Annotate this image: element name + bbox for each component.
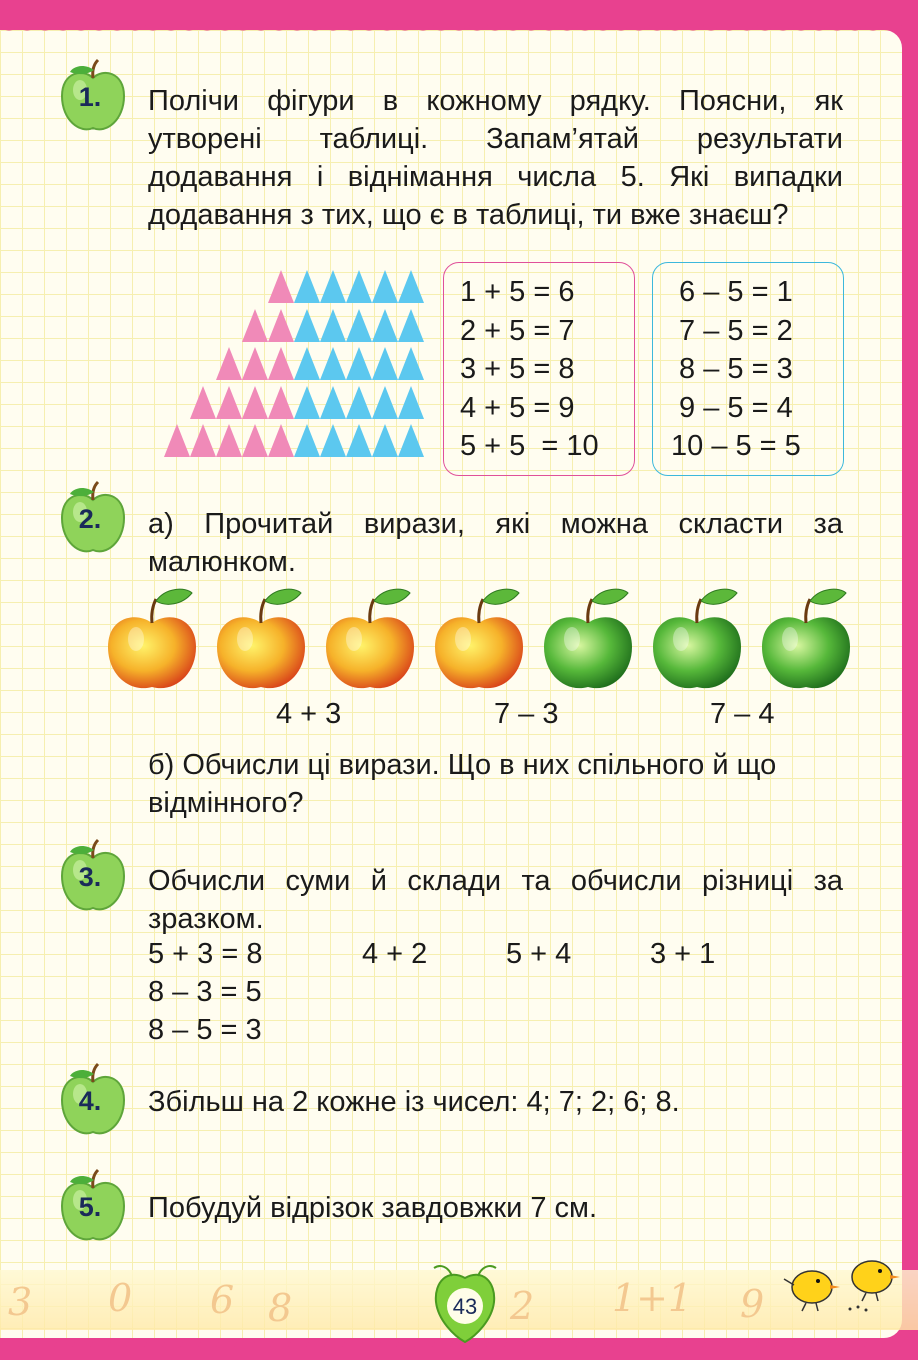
green-apple [651,585,743,695]
task-badge-1 [58,56,128,136]
example-line: 8 – 5 = 3 [148,1014,262,1046]
blue-triangle [320,386,346,419]
blue-triangle [346,309,372,342]
pink-triangle [268,424,294,457]
task-badge-5 [58,1166,128,1246]
pink-triangle [242,424,268,457]
exercise: 4 + 2 [362,938,428,970]
example-line: 8 – 3 = 5 [148,976,262,1008]
task-number: 1. [78,82,102,112]
scalloped-border-right [900,30,918,1338]
task-2b-text: б) Обчисли ці вирази. Що в них спільного й що відмінного? [148,749,777,819]
subtraction-row: 10 – 5 = 5 [671,430,801,462]
blue-triangle [346,386,372,419]
exercise: 3 + 1 [650,938,716,970]
pink-triangle [242,309,268,342]
decorative-digit: 8 [268,1286,293,1330]
pink-triangle [190,386,216,419]
task-number: 2. [78,504,102,534]
task-1-text: Полічи фігури в кожному рядку. Поясни, як утворені таблиці. Запам’ятай результати додавання і віднімання числа 5. Які випадки додавання з тих, що є в таблиці, ти вже знаєш? [148,85,843,231]
blue-triangle [398,424,424,457]
pink-triangle [268,270,294,303]
task-3-text: Обчисли суми й склади та обчисли різниці за зразком. [148,865,843,935]
yellow-apple [324,585,416,695]
green-apple [542,585,634,695]
pink-triangle [268,347,294,380]
subtraction-row: 9 – 5 = 4 [671,391,793,424]
scalloped-border-top [0,22,918,40]
addition-row: 3 + 5 = 8 [460,353,575,385]
decorative-digit: 1+1 [612,1276,693,1320]
blue-triangle [346,424,372,457]
blue-triangle [398,386,424,419]
blue-triangle [346,347,372,380]
blue-triangle [398,347,424,380]
pink-triangle [164,424,190,457]
decorative-digit: 3 [8,1280,33,1324]
page-number-badge [430,1258,500,1343]
blue-triangle [320,424,346,457]
blue-triangle [372,309,398,342]
blue-triangle [372,424,398,457]
blue-triangle [372,347,398,380]
task-number: 3. [78,862,102,892]
pink-triangle [268,309,294,342]
pink-triangle [268,386,294,419]
expression: 7 – 4 [710,698,775,730]
decorative-digit: 9 [740,1282,765,1326]
triangle-row [216,347,424,381]
subtraction-row: 6 – 5 = 1 [671,276,793,308]
pink-triangle [190,424,216,457]
blue-triangle [398,309,424,342]
expression: 4 + 3 [276,698,342,730]
triangle-row [190,386,424,420]
blue-triangle [294,270,320,303]
green-apple [760,585,852,695]
subtraction-row: 8 – 5 = 3 [671,353,793,385]
addition-row: 4 + 5 = 9 [460,391,575,424]
blue-triangle [320,347,346,380]
decorative-digit: 6 [210,1278,235,1322]
addition-row: 5 + 5 = 10 [460,430,599,462]
blue-triangle [372,270,398,303]
blue-triangle [372,386,398,419]
pink-triangle [216,347,242,380]
task-number: 5. [78,1192,102,1222]
task-badge-3 [58,836,128,916]
blue-triangle [294,424,320,457]
subtraction-row: 7 – 5 = 2 [671,314,793,347]
triangle-row [242,309,424,343]
triangle-row [268,270,424,304]
addition-row: 1 + 5 = 6 [460,276,575,308]
decorative-digit: 2 [510,1284,535,1328]
pink-triangle [242,347,268,380]
chick-icon [780,1255,910,1315]
addition-row: 2 + 5 = 7 [460,314,575,347]
subtraction-table [652,262,844,476]
task-badge-4 [58,1060,128,1140]
addition-table [443,262,635,476]
blue-triangle [294,347,320,380]
example-line: 5 + 3 = 8 [148,938,263,970]
task-4-text: Збільш на 2 кожне із чисел: 4; 7; 2; 6; 8. [148,1086,680,1118]
blue-triangle [320,309,346,342]
triangle-row [164,424,424,458]
blue-triangle [320,270,346,303]
expression: 7 – 3 [494,698,559,730]
exercise: 5 + 4 [506,938,572,970]
pink-triangle [216,424,242,457]
yellow-apple [433,585,525,695]
page-number: 43 [452,1294,478,1319]
task-badge-2 [58,478,128,558]
decorative-digit: 0 [108,1276,133,1320]
task-5-text: Побудуй відрізок завдовжки 7 см. [148,1192,598,1224]
yellow-apple [106,585,198,695]
blue-triangle [346,270,372,303]
pink-triangle [242,386,268,419]
blue-triangle [398,270,424,303]
blue-triangle [294,386,320,419]
task-number: 4. [78,1086,102,1116]
blue-triangle [294,309,320,342]
pink-triangle [216,386,242,419]
yellow-apple [215,585,307,695]
task-2a-text: а) Прочитай вирази, які можна скласти за малюнком. [148,508,843,578]
